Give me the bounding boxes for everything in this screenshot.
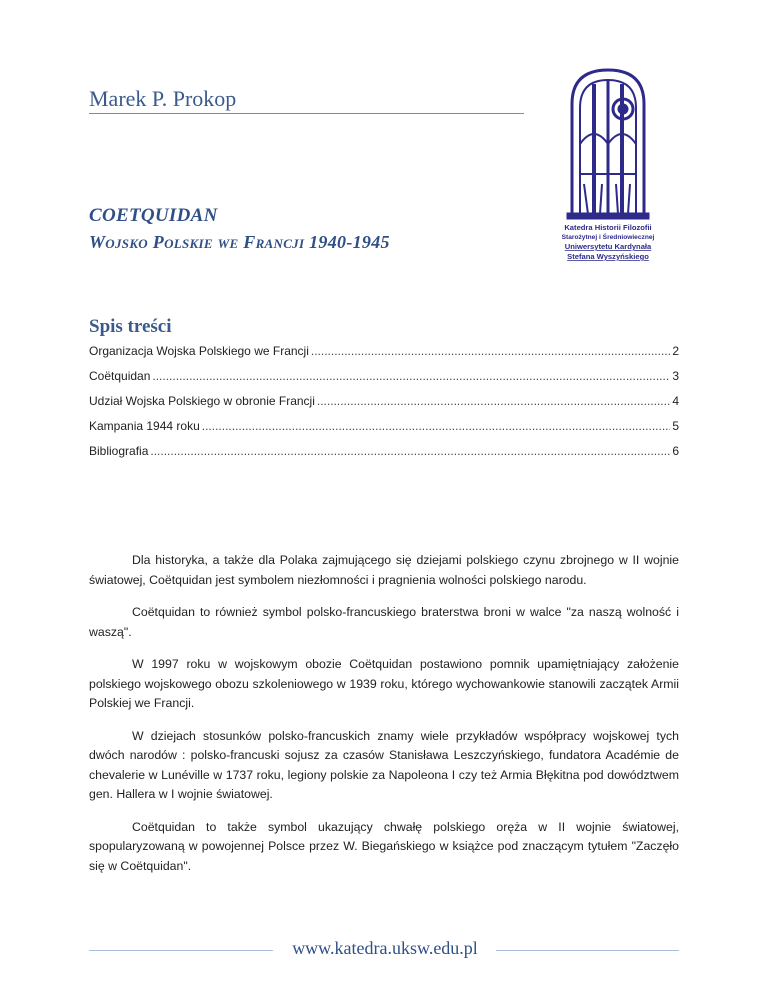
toc-entry-label: Udział Wojska Polskiego w obronie Francji — [89, 394, 315, 408]
toc-leader-dots — [202, 414, 671, 439]
paragraph: Coëtquidan to także symbol ukazujący chwałę polskiego oręża w II wojnie światowej, spopularyzowaną w powojennej Polsce przez W. Biegańskiego w książce pod znaczącym tytułem "Zaczęło się w Coëtquidan". — [89, 819, 679, 873]
paragraph: W dziejach stosunków polsko-francuskich znamy wiele przykładów współpracy wojskowej tych dwóch narodów : polsko-francuski sojusz za czasów Stanisława Leszczyńskiego, fundatora Académie de chevalerie w Lunéville w 1737 roku, legiony polskie za Napoleona I czy też Armia Błękitna pod dowództwem gen. Hallera w I wojnie światowej. — [89, 728, 679, 801]
toc-entry-page: 3 — [672, 369, 679, 383]
logo-graphic — [558, 64, 658, 264]
logo-text-line-1: Katedra Historii Filozofii — [564, 223, 652, 232]
paragraph: Coëtquidan to również symbol polsko-francuskiego braterstwa broni w walce "za naszą wolność i waszą". — [89, 605, 679, 639]
toc-entry[interactable] — [89, 389, 679, 414]
toc-entry-label: Organizacja Wojska Polskiego we Francji — [89, 344, 309, 358]
toc-entry-label: Bibliografia — [89, 444, 149, 458]
author-name: Marek P. Prokop — [89, 86, 237, 111]
toc-entry-label: Kampania 1944 roku — [89, 419, 200, 433]
toc-leader-dots — [311, 339, 670, 364]
table-of-contents — [89, 339, 679, 464]
body-text — [89, 551, 679, 889]
author-underline — [89, 113, 524, 114]
toc-entry-label: Coëtquidan — [89, 369, 151, 383]
toc-heading: Spis treści — [89, 316, 172, 337]
document-title: COETQUIDAN — [89, 205, 218, 226]
toc-leader-dots — [150, 439, 670, 464]
toc-entry[interactable] — [89, 364, 679, 389]
paragraph: Dla historyka, a także dla Polaka zajmującego się dziejami polskiego czynu zbrojnego w II wojnie światowej, Coëtquidan jest symbolem niezłomności i pragnienia wolności polskiego narodu. — [89, 553, 679, 587]
toc-entry-page: 5 — [672, 419, 679, 433]
paragraph: W 1997 roku w wojskowym obozie Coëtquidan postawiono pomnik upamiętniający założenie polskiego wojskowego obozu szkoleniowego w 1939 roku, którego wychowankowie stanowili zaczątek Armii Polskiej we Francji. — [89, 657, 679, 710]
footer-rule-left — [89, 950, 273, 951]
toc-leader-dots — [152, 364, 670, 389]
footer-rule-right — [496, 950, 679, 951]
document-subtitle: Wojsko Polskie we Francji 1940-1945 — [89, 232, 390, 252]
logo-text-line-3: Uniwersytetu Kardynała — [564, 242, 652, 251]
footer-url[interactable]: www.katedra.uksw.edu.pl — [292, 938, 478, 958]
toc-entry[interactable] — [89, 439, 679, 464]
toc-entry-page: 6 — [672, 444, 679, 458]
toc-entry-page: 2 — [672, 344, 679, 358]
cathedral-window-logo — [558, 64, 658, 264]
toc-entry[interactable] — [89, 414, 679, 439]
toc-entry-page: 4 — [672, 394, 679, 408]
toc-leader-dots — [317, 389, 670, 414]
logo-text-line-4: Stefana Wyszyńskiego — [567, 252, 649, 261]
logo-text-line-2: Starożytnej i Średniowiecznej — [561, 234, 655, 241]
toc-entry[interactable] — [89, 339, 679, 364]
